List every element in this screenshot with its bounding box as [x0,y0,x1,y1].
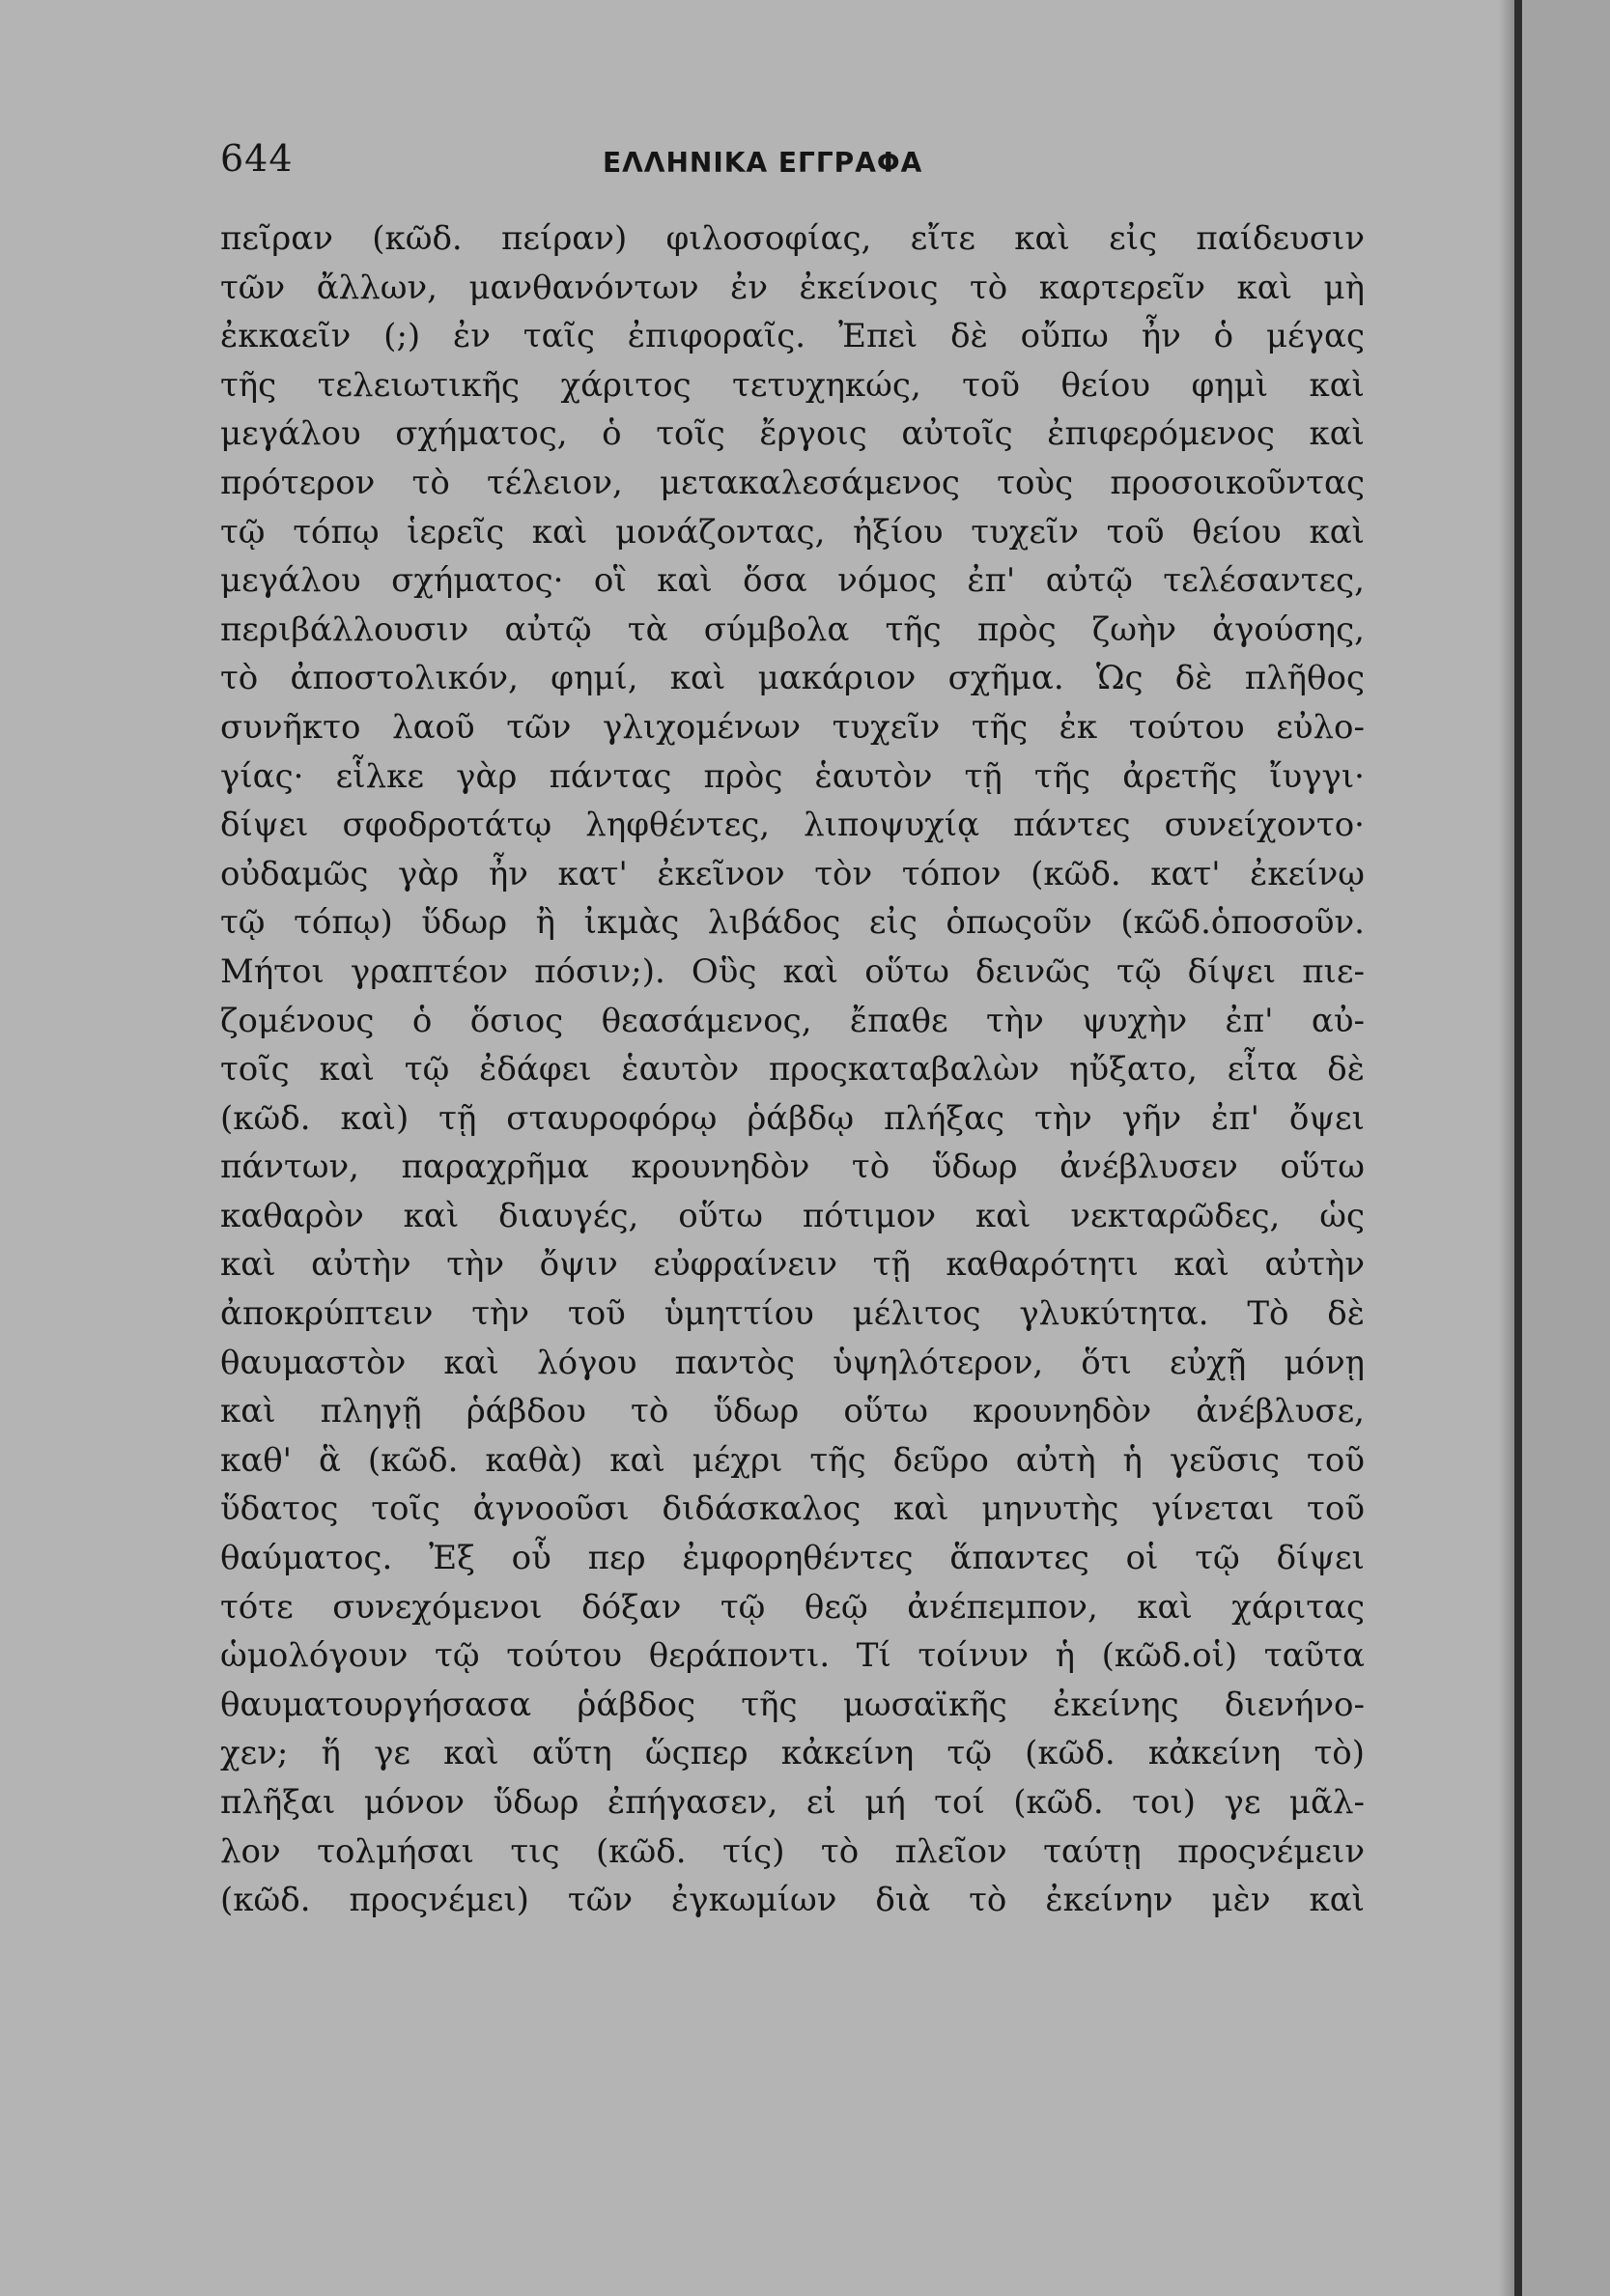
text-line: ζομένους ὁ ὅσιος θεασάμενος, ἔπαθε τὴν ψυχὴν ἐπ' αὐ- [220,1001,1365,1040]
text-line: μεγάλου σχήματος· οἳ καὶ ὅσα νόμος ἐπ' αὐτῷ τελέσαντες, [220,561,1365,601]
text-line: πρότερον τὸ τέλειον, μετακαλεσάμενος τοὺς προσοικοῦντας [220,463,1365,502]
text-line: ἐκκαεῖν (;) ἐν ταῖς ἐπιφοραῖς. Ἐπεὶ δὲ οὔπω ἦν ὁ μέγας [220,317,1365,356]
text-line: τότε συνεχόμενοι δόξαν τῷ θεῷ ἀνέπεμπον, καὶ χάριτας [220,1587,1365,1627]
text-line: μεγάλου σχήματος, ὁ τοῖς ἔργοις αὐτοῖς ἐπιφερόμενος καὶ [220,414,1365,454]
text-line: ἀποκρύπτειν τὴν τοῦ ὑμηττίου μέλιτος γλυκύτητα. Τὸ δὲ [220,1294,1365,1334]
text-line: καθ' ἃ (κῶδ. καθὰ) καὶ μέχρι τῆς δεῦρο αὐτὴ ἡ γεῦσις τοῦ [220,1440,1365,1480]
text-line: καθαρὸν καὶ διαυγές, οὕτω πότιμον καὶ νεκταρῶδες, ὡς [220,1196,1365,1235]
text-line: τῶν ἄλλων, μανθανόντων ἐν ἐκείνοις τὸ καρτερεῖν καὶ μὴ [220,268,1365,307]
text-line: θαυμαστὸν καὶ λόγου παντὸς ὑψηλότερον, ὅτι εὐχῇ μόνῃ [220,1343,1365,1382]
text-line: καὶ πληγῇ ῥάβδου τὸ ὕδωρ οὕτω κρουνηδὸν ἀνέβλυσε, [220,1392,1365,1431]
text-line: Μήτοι γραπτέον πόσιν;). Οὓς καὶ οὕτω δεινῶς τῷ δίψει πιε- [220,951,1365,991]
text-line: περιβάλλουσιν αὐτῷ τὰ σύμβολα τῆς πρὸς ζωὴν ἀγούσης, [220,609,1365,649]
text-line: πάντων, παραχρῆμα κρουνηδὸν τὸ ὕδωρ ἀνέβλυσεν οὕτω [220,1148,1365,1187]
text-line: πλῆξαι μόνον ὕδωρ ἐπήγασεν, εἰ μή τοί (κῶδ. τοι) γε μᾶλ- [220,1783,1365,1822]
text-line: συνῆκτο λαοῦ τῶν γλιχομένων τυχεῖν τῆς ἐκ τούτου εὐλο- [220,707,1365,747]
text-line: τῆς τελειωτικῆς χάριτος τετυχηκώς, τοῦ θείου φημὶ καὶ [220,365,1365,405]
page-number: 644 [220,137,294,180]
page-edge-shadow [1499,0,1514,2296]
body-text [220,214,1365,1925]
text-line: καὶ αὐτὴν τὴν ὄψιν εὐφραίνειν τῇ καθαρότητι καὶ αὐτὴν [220,1245,1365,1285]
text-line: (κῶδ. προςνέμει) τῶν ἐγκωμίων διὰ τὸ ἐκείνην μὲν καὶ [220,1881,1365,1920]
text-line: ὡμολόγουν τῷ τούτου θεράποντι. Τί τοίνυν ἡ (κῶδ.οἱ) ταῦτα [220,1636,1365,1676]
text-line: ὕδατος τοῖς ἀγνοοῦσι διδάσκαλος καὶ μηνυτὴς γίνεται τοῦ [220,1489,1365,1529]
text-line: χεν; ἥ γε καὶ αὕτη ὥςπερ κἀκείνη τῷ (κῶδ. κἀκείνη τὸ) [220,1734,1365,1773]
text-line: οὐδαμῶς γὰρ ἦν κατ' ἐκεῖνον τὸν τόπον (κῶδ. κατ' ἐκείνῳ [220,854,1365,893]
text-line: λον τολμήσαι τις (κῶδ. τίς) τὸ πλεῖον ταύτῃ προςνέμειν [220,1831,1365,1871]
text-line: τὸ ἀποστολικόν, φημί, καὶ μακάριον σχῆμα. Ὡς δὲ πλῆθος [220,659,1365,698]
text-line: θαύματος. Ἐξ οὗ περ ἐμφορηθέντες ἅπαντες οἱ τῷ δίψει [220,1539,1365,1578]
text-line: (κῶδ. καὶ) τῇ σταυροφόρῳ ῥάβδῳ πλήξας τὴν γῆν ἐπ' ὄψει [220,1098,1365,1138]
text-line: δίψει σφοδροτάτῳ ληφθέντες, λιποψυχίᾳ πάντες συνείχοντο· [220,806,1365,845]
text-line: τοῖς καὶ τῷ ἐδάφει ἑαυτὸν προςκαταβαλὼν ηὔξατο, εἶτα δὲ [220,1050,1365,1090]
text-line: γίας· εἷλκε γὰρ πάντας πρὸς ἑαυτὸν τῇ τῆς ἀρετῆς ἴυγγι· [220,756,1365,796]
text-line: τῷ τόπῳ) ὕδωρ ἢ ἰκμὰς λιβάδος εἰς ὁπωςοῦν (κῶδ.ὁποσοῦν. [220,903,1365,943]
page-header [220,137,1365,191]
running-title: ΕΛΛΗΝΙΚΑ ΕΓΓΡΑΦΑ [603,147,923,179]
text-line: πεῖραν (κῶδ. πείραν) φιλοσοφίας, εἴτε καὶ εἰς παίδευσιν [220,219,1365,258]
text-line: θαυματουργήσασα ῥάβδος τῆς μωσαϊκῆς ἐκείνης διενήνο- [220,1685,1365,1724]
binding-edge [1514,0,1522,2296]
text-line: τῷ τόπῳ ἱερεῖς καὶ μονάζοντας, ἠξίου τυχεῖν τοῦ θείου καὶ [220,512,1365,552]
